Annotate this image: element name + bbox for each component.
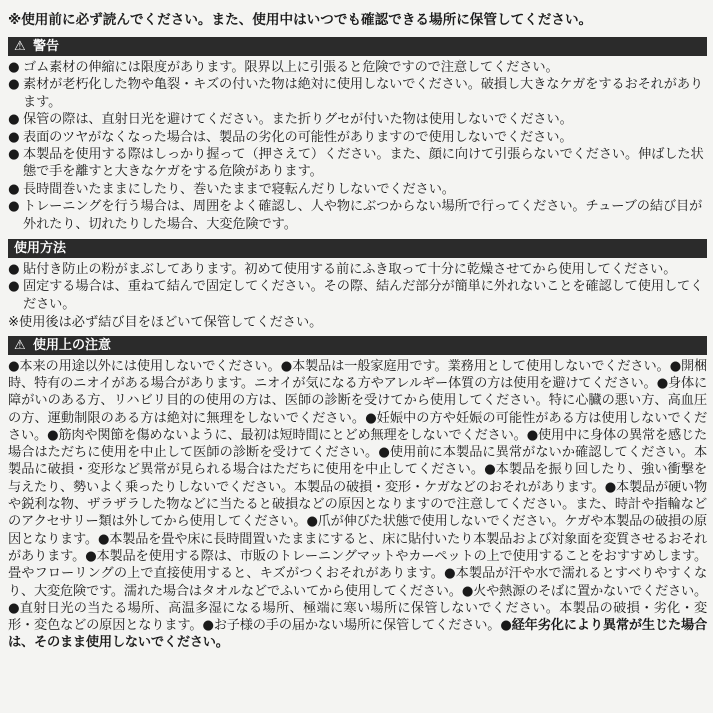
list-item: ● トレーニングを行う場合は、周囲をよく確認し、人や物にぶつからない場所で行ってください。チューブの結び目が外れたり、切れたりした場合、大変危険です。 (8, 199, 703, 232)
caution-sentence: 妊娠中の方や妊娠の可能性がある方は使用しないでください。 (8, 410, 707, 443)
bullet: ● (8, 112, 20, 128)
caution-sentence: 本製品を振り回したり、強い衝撃を与えたり、勢いよく乗ったりしないでください。本製品の破損・変形・ケガなどのおそれがあります。 (8, 462, 707, 495)
caution-sentence: 使用前に本製品に異常がないか確認してください。本製品に破損・変形など異常が見られる場合はただちに使用を中止してください。 (8, 445, 707, 478)
section-title-warning: 警告 (33, 39, 60, 54)
intro-notice: ※使用前に必ず読んでください。また、使用中はいつでも確認できる場所に保管してください。 (8, 12, 593, 28)
bullet: ● (8, 199, 20, 215)
caution-sentence: 本製品を使用する際は、市販のトレーニングマットやカーペットの上で使用することをおすすめします。畳やフローリングの上で直接使用すると、キズがつくおそれがあります。 (8, 548, 707, 582)
list-item: ● ゴム素材の伸縮には限度があります。限界以上に引張ると危険ですので注意してください。 (8, 60, 559, 75)
bullet: ● (8, 279, 20, 295)
caution-sentence: 本製品は一般家庭用です。業務用として使用しないでください。 (291, 358, 670, 374)
caution-sentence: 身体に障がいのある方、リハビリ目的の使用の方は、医師の診断を受けてから使用してください。特に心臓の悪い方、高血圧の方、運動制限のある方は絶対に無理をしないでください。 (8, 375, 707, 426)
caution-sentence: 直射日光の当たる場所、高温多湿になる場所、極端に寒い場所に保管しないでください。本製品の破損・劣化・変形・変色などの原因となります。 (8, 600, 708, 634)
list-item: ● 長時間巻いたままにしたり、巻いたままで寝転んだりしないでください。 (8, 181, 455, 197)
list-item: ● 固定する場合は、重ねて結んで固定してください。その際、結んだ部分が簡単に外れないことを確認して使用してください。 (8, 279, 704, 312)
bullet: ● (8, 77, 20, 93)
caution-sentence: お子様の手の届かない場所に保管してください。 (213, 618, 501, 634)
caution-sentence: 火や熱源のそばに置かないでください。 (473, 583, 707, 599)
warning-list (8, 59, 707, 233)
caution-sentence: 開梱時、特有のニオイがある場合があります。ニオイが気になる方やアレルギー体質の方は使用を避けてください。 (8, 358, 708, 391)
section-title-usage: 使用方法 (14, 241, 67, 257)
section-header-warning (8, 37, 707, 56)
bullet: ● (8, 129, 20, 145)
bullet: ● (8, 262, 20, 278)
bullet: ● (8, 60, 20, 75)
warning-triangle-icon: ⚠ (14, 337, 26, 353)
caution-sentence: 本製品が硬い物や鋭利な物、ザラザラした物などに当たると破損などの原因となりますので注意してください。また、時計や指輪などのアクセサリー類は外してから使用してください。 (8, 479, 707, 530)
usage-list (8, 261, 707, 313)
section-title-caution: 使用上の注意 (33, 337, 112, 353)
caution-sentence: 本製品を畳や床に長時間置いたままにすると、床に貼付いたり本製品および対象面を変質させるおそれがあります。 (8, 531, 708, 564)
list-item: ● 貼付き防止の粉がまぶしてあります。初めて使用する前にふき取って十分に乾燥させてから使用してください。 (8, 262, 677, 278)
caution-sentence: 筋肉や関節を傷めないように、最初は短時間にとどめ無理をしないでください。 (58, 427, 527, 443)
list-item: ● 表面のツヤがなくなった場合は、製品の劣化の可能性がありますので使用しないでください。 (8, 129, 573, 145)
caution-sentence: 爪が伸びた状態で使用しないでください。ケガや本製品の破損の原因となります。 (8, 514, 707, 547)
caution-sentence: 本来の用途以外には使用しないでください。 (19, 358, 281, 374)
bullet: ● (8, 147, 20, 163)
caution-sentence: 使用中に身体の異常を感じた場合はただちに使用を中止して医師の診断を受けてください。 (8, 427, 708, 461)
list-item: ● 本製品を使用する際はしっかり握って（押さえて）ください。また、顔に向けて引張らないでください。伸ばした状態で手を離すと大きなケガをする危険があります。 (8, 147, 704, 180)
warning-triangle-icon: ⚠ (14, 39, 26, 54)
list-item: ● 保管の際は、直射日光を避けてください。また折りグセが付いた物は使用しないでください。 (8, 112, 573, 128)
bullet: ● (8, 181, 20, 197)
caution-paragraph: ●本来の用途以外には使用しないでください。●本製品は一般家庭用です。業務用として使用しないでください。●開梱時、特有のニオイがある場合があります。ニオイが気になる方やアレルギー体質の方は使用を避けてください。●身体に障がいのある方、リハビリ目的の使用の方は、医師の診断を受けてから使用してください。特に心臓の悪い方、高血圧の方、運動制限のある方は絶対に無理をしないでください。●妊娠中の方や妊娠の可能性がある方は使用しないでください。●筋肉や関節を傷めないように、最初は短時間にとどめ無理をしないでください。●使用中に身体の異常を感じた場合はただちに使用を中止して医師の診断を受けてください。●使用前に本製品に異常がないか確認してください。本製品に破損・変形など異常が見られる場合はただちに使用を中止してください。●本製品を振り回したり、強い衝撃を与えたり、勢いよく乗ったりしないでください。本製品の破損・変形・ケガなどのおそれがあります。●本製品が硬い物や鋭利な物、ザラザラした物などに当たると破損などの原因となりますので注意してください。また、時計や指輪などのアクセサリー類は外してから使用してください。●爪が伸びた状態で使用しないでください。ケガや本製品の破損の原因となります。●本製品を畳や床に長時間置いたままにすると、床に貼付いたり本製品および対象面を変質させるおそれがあります。●本製品を使用する際は、市販のトレーニングマットやカーペットの上で使用することをおすすめします。畳やフローリングの上で直接使用すると、キズがつくおそれがあります。●本製品が汗や水で濡れるとすべりやすくなり、大変危険です。濡れた場合はタオルなどでふいてから使用してください。●火や熱源のそばに置かないでください。●直射日光の当たる場所、高温多湿になる場所、極端に寒い場所に保管しないでください。本製品の破損・劣化・変形・変色などの原因となります。●お子様の手の届かない場所に保管してください。●経年劣化により異常が生じた場合は、そのまま使用しないでください。 (8, 358, 708, 651)
list-item: ● 素材が老朽化した物や亀裂・キズの付いた物は絶対に使用しないでください。破損し大きなケガをするおそれがあります。 (8, 77, 704, 110)
section-header-caution (8, 336, 707, 355)
caution-sentence: 本製品が汗や水で濡れるとすべりやすくなり、大変危険です。濡れた場合はタオルなどでふいてから使用してください。 (8, 566, 707, 599)
usage-note: ※使用後は必ず結び目をほどいて保管してください。 (8, 315, 323, 331)
section-header-usage (8, 239, 707, 258)
caution-final-sentence: 経年劣化により異常が生じた場合は、そのまま使用しないでください。 (8, 618, 708, 651)
